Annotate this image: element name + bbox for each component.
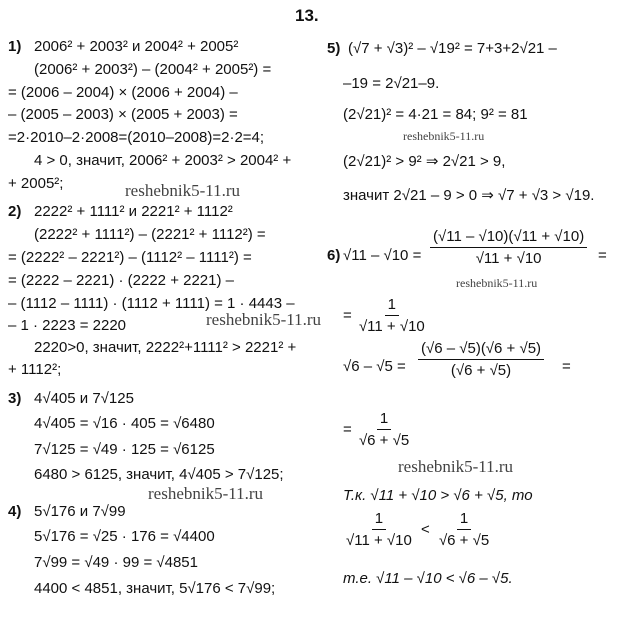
math-line: – 1 · 2223 = 2220 bbox=[8, 317, 127, 334]
less-than-sign: < bbox=[421, 521, 430, 538]
problem-label: 4) bbox=[8, 503, 22, 520]
math-line: 4√405 = √16 · 405 = √6480 bbox=[34, 415, 215, 432]
math-line: (2222² + 1111²) – (2221² + 1112²) = bbox=[34, 226, 266, 243]
fraction-numerator: 1 bbox=[385, 296, 399, 316]
math-line: 7√125 = √49 · 125 = √6125 bbox=[34, 441, 215, 458]
problem-label: 1) bbox=[8, 38, 22, 55]
math-line: (2006² + 2003²) – (2004² + 2005²) = bbox=[34, 61, 272, 78]
math-line: значит 2√21 – 9 > 0 ⇒ √7 + √3 > √19. bbox=[343, 187, 595, 204]
math-line: (2√21)² > 9² ⇒ 2√21 > 9, bbox=[343, 153, 506, 170]
math-line: – (1112 – 1111) · (1112 + 1111) = 1 · 4443 – bbox=[8, 295, 295, 312]
math-line: 4 > 0, значит, 2006² + 2003² > 2004² + bbox=[34, 152, 292, 169]
fraction-numerator: 1 bbox=[377, 410, 391, 430]
inequality bbox=[343, 510, 492, 549]
fraction-denominator: √11 + √10 bbox=[358, 318, 425, 335]
math-line: = (2222² – 2221²) – (1112² – 1111²) = bbox=[8, 249, 252, 266]
problem-label: 2) bbox=[8, 203, 22, 220]
fraction-numerator: (√6 – √5)(√6 + √5) bbox=[418, 340, 544, 360]
math-expression: √6 – √5 = bbox=[343, 358, 406, 375]
math-line: 2006² + 2003² и 2004² + 2005² bbox=[34, 38, 239, 55]
math-line: + 1112²; bbox=[8, 361, 62, 378]
equals-sign: = bbox=[343, 421, 352, 438]
fraction-denominator: √11 + √10 bbox=[346, 532, 412, 549]
fraction-result bbox=[343, 296, 428, 335]
math-line: 2220>0, значит, 2222²+1111² > 2221² + bbox=[34, 339, 297, 356]
page-number: 13. bbox=[295, 6, 319, 25]
problem-label: 5) bbox=[327, 40, 341, 57]
problem-label: 6) bbox=[327, 247, 341, 264]
math-line: 2222² + 1111² и 2221² + 1112² bbox=[34, 203, 233, 220]
math-line: 6480 > 6125, значит, 4√405 > 7√125; bbox=[34, 466, 284, 483]
fraction-numerator: 1 bbox=[457, 510, 471, 530]
watermark: reshebnik5-11.ru bbox=[206, 310, 322, 329]
problem-label: 3) bbox=[8, 390, 22, 407]
math-line: = (2006 – 2004) × (2006 + 2004) – bbox=[8, 84, 238, 101]
fraction-numerator: 1 bbox=[372, 510, 386, 530]
math-line: = (2222 – 2221) · (2222 + 2221) – bbox=[8, 272, 234, 289]
math-line: 4√405 и 7√125 bbox=[34, 390, 134, 407]
math-line: 7√99 = √49 · 99 = √4851 bbox=[34, 554, 198, 571]
fraction-denominator: √6 + √5 bbox=[438, 532, 490, 549]
fraction-denominator: √11 + √10 bbox=[475, 250, 542, 267]
fraction-denominator: √6 + √5 bbox=[358, 432, 410, 449]
watermark: reshebnik5-11.ru bbox=[148, 484, 264, 503]
equals-sign: = bbox=[562, 358, 571, 375]
math-line: –19 = 2√21–9. bbox=[343, 75, 440, 92]
math-line: =2·2010–2·2008=(2010–2008)=2·2=4; bbox=[8, 129, 265, 146]
fraction bbox=[430, 228, 587, 267]
fraction-numerator: (√11 – √10)(√11 + √10) bbox=[430, 228, 587, 248]
fraction-denominator: (√6 + √5) bbox=[450, 362, 512, 379]
math-line: 5√176 = √25 · 176 = √4400 bbox=[34, 528, 215, 545]
fraction bbox=[418, 340, 544, 379]
math-line: + 2005²; bbox=[8, 175, 64, 192]
equals-sign: = bbox=[598, 247, 607, 264]
math-line: 4400 < 4851, значит, 5√176 < 7√99; bbox=[34, 580, 276, 597]
math-line: т.е. √11 – √10 < √6 – √5. bbox=[343, 570, 513, 587]
watermark: reshebnik5-11.ru bbox=[403, 129, 485, 143]
math-line: (√7 + √3)² – √19² = 7+3+2√21 – bbox=[348, 40, 557, 57]
fraction-result bbox=[343, 410, 412, 449]
math-line: Т.к. √11 + √10 > √6 + √5, то bbox=[343, 487, 533, 504]
watermark: reshebnik5-11.ru bbox=[125, 181, 241, 200]
math-expression: √11 – √10 = bbox=[343, 247, 422, 264]
math-line: (2√21)² = 4·21 = 84; 9² = 81 bbox=[343, 106, 528, 123]
watermark: reshebnik5-11.ru bbox=[456, 276, 538, 290]
watermark: reshebnik5-11.ru bbox=[398, 457, 514, 476]
equals-sign: = bbox=[343, 307, 352, 324]
math-line: 5√176 и 7√99 bbox=[34, 503, 126, 520]
math-line: – (2005 – 2003) × (2005 + 2003) = bbox=[8, 106, 238, 123]
